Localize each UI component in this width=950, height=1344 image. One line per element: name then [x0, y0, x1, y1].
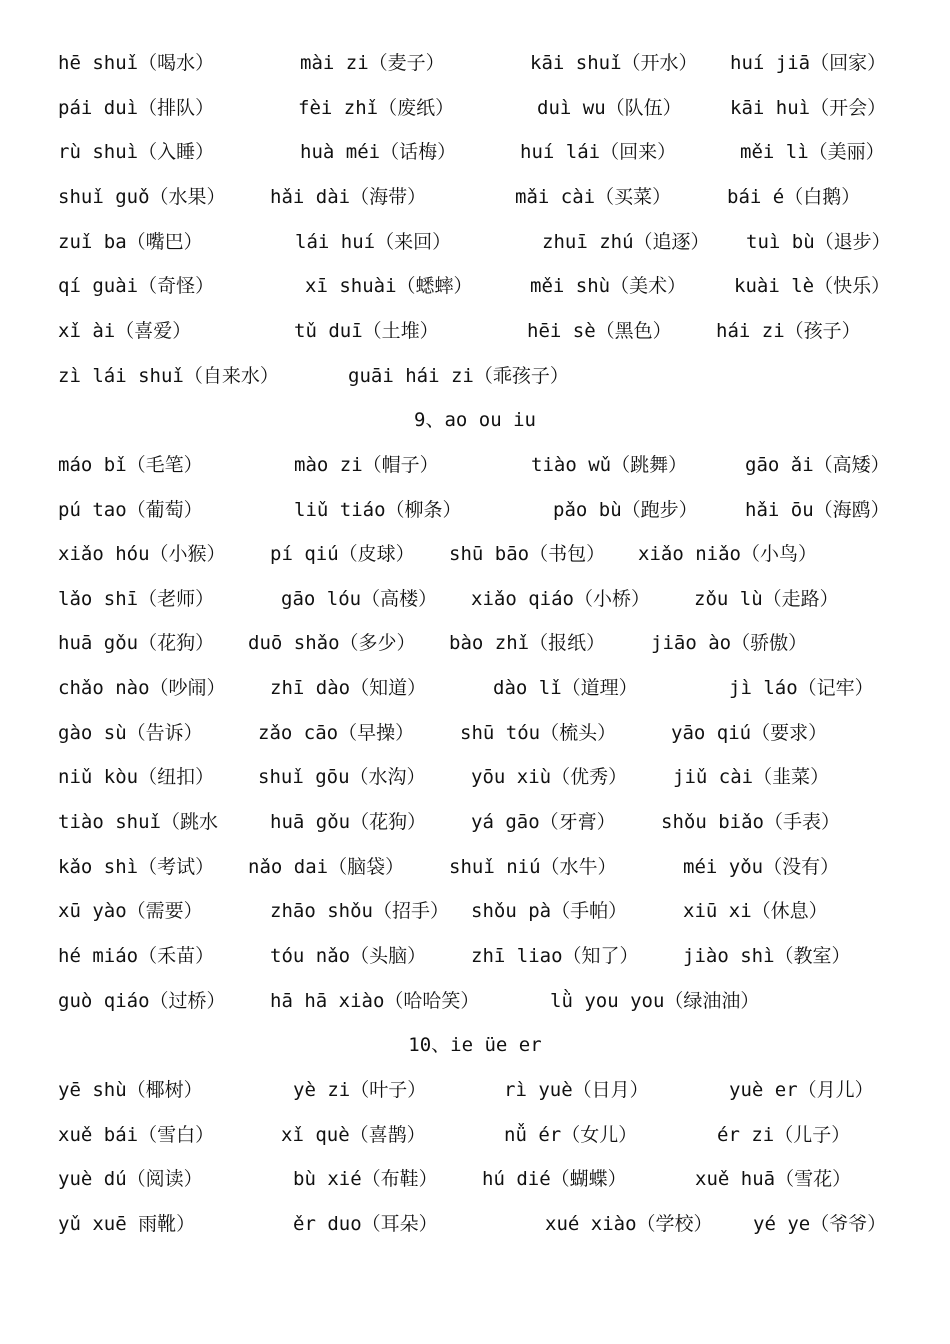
- word-row: [0, 361, 950, 391]
- pinyin-word: chǎo nào（吵闹）: [58, 677, 226, 700]
- pinyin-word: jiǔ cài（韭菜）: [673, 766, 830, 789]
- word-row: [0, 941, 950, 971]
- word-row: [0, 986, 950, 1016]
- pinyin-word: kāi huì（开会）: [730, 96, 887, 119]
- pinyin-word: hái zi（孩子）: [716, 319, 861, 342]
- word-row: [0, 852, 950, 882]
- pinyin-word: lǜ you you（绿油油）: [550, 989, 760, 1012]
- word-row: [0, 450, 950, 480]
- pinyin-word: yè zi（叶子）: [293, 1078, 427, 1101]
- pinyin-word: hā hā xiào（哈哈笑）: [270, 989, 480, 1012]
- pinyin-word: tiào shuǐ（跳水: [58, 811, 218, 834]
- pinyin-word: bù xié（布鞋）: [293, 1168, 438, 1191]
- pinyin-word: xiǎo niǎo（小鸟）: [638, 543, 817, 566]
- word-row: [0, 227, 950, 257]
- pinyin-word: yá gāo（牙膏）: [471, 811, 616, 834]
- pinyin-word: tǔ duī（土堆）: [294, 319, 439, 342]
- word-row: [0, 807, 950, 837]
- word-row: [0, 1120, 950, 1150]
- pinyin-word: rì yuè（日月）: [504, 1078, 649, 1101]
- word-row: [0, 1164, 950, 1194]
- pinyin-word: qí guài（奇怪）: [58, 275, 215, 298]
- pinyin-word: máo bǐ（毛笔）: [58, 453, 203, 476]
- pinyin-word: mài zi（麦子）: [300, 52, 445, 74]
- pinyin-word: tiào wǔ（跳舞）: [531, 453, 688, 476]
- pinyin-word: guāi hái zi（乖孩子）: [348, 364, 569, 387]
- pinyin-word: xuě huā（雪花）: [695, 1168, 852, 1191]
- pinyin-word: fèi zhǐ（废纸）: [298, 96, 455, 119]
- pinyin-word: zǎo cāo（早操）: [258, 721, 415, 744]
- pinyin-word: pí qiú（皮球）: [270, 543, 415, 566]
- pinyin-word: duì wu（队伍）: [537, 96, 682, 119]
- pinyin-word: hú dié（蝴蝶）: [482, 1168, 627, 1191]
- word-row: [0, 1075, 950, 1105]
- pinyin-word: ér zi（儿子）: [717, 1123, 851, 1146]
- pinyin-word: hēi sè（黑色）: [527, 319, 672, 342]
- pinyin-word: huā gǒu（花狗）: [270, 811, 427, 834]
- pinyin-word: dào lǐ（道理）: [493, 677, 638, 700]
- word-row: [0, 584, 950, 614]
- pinyin-word: hǎi ōu（海鸥）: [745, 498, 890, 521]
- pinyin-word: pái duì（排队）: [58, 96, 215, 119]
- word-row: [0, 93, 950, 123]
- pinyin-word: yé ye（爷爷）: [753, 1212, 887, 1235]
- pinyin-word: duō shǎo（多少）: [248, 632, 416, 655]
- pinyin-word: pú tao（葡萄）: [58, 498, 203, 521]
- pinyin-word: gāo lóu（高楼）: [281, 587, 438, 610]
- pinyin-word: mǎi cài（买菜）: [515, 185, 672, 208]
- pinyin-word: bái é（白鹅）: [727, 185, 861, 208]
- word-row: [0, 48, 950, 78]
- pinyin-word: yuè er（月儿）: [729, 1078, 874, 1101]
- pinyin-word: kǎo shì（考试）: [58, 855, 215, 878]
- pinyin-word: zhī liao（知了）: [471, 945, 639, 967]
- word-row: [0, 271, 950, 301]
- pinyin-word: měi shù（美术）: [530, 275, 687, 298]
- pinyin-word: shǒu pà（手帕）: [471, 900, 628, 923]
- pinyin-word: nǚ ér（女儿）: [504, 1123, 638, 1146]
- section-heading: 10、ie üe er: [408, 1034, 542, 1057]
- pinyin-word: shū tóu（梳头）: [460, 721, 617, 744]
- pinyin-word: gāo ǎi（高矮）: [745, 453, 890, 476]
- pinyin-word: xī shuài（蟋蟀）: [305, 275, 473, 298]
- word-row: [0, 762, 950, 792]
- pinyin-word: nǎo dai（脑袋）: [248, 855, 405, 878]
- pinyin-word: bào zhǐ（报纸）: [449, 632, 606, 655]
- pinyin-word: zì lái shuǐ（自来水）: [58, 364, 279, 387]
- pinyin-word: lǎo shī（老师）: [58, 587, 215, 610]
- pinyin-word: zhuī zhú（追逐）: [542, 230, 710, 253]
- pinyin-word: kāi shuǐ（开水）: [530, 52, 698, 74]
- pinyin-word: zǒu lù（走路）: [694, 587, 839, 610]
- pinyin-word: guò qiáo（过桥）: [58, 989, 226, 1012]
- pinyin-word: xǐ ài（喜爱）: [58, 319, 192, 342]
- pinyin-word: huā gǒu（花狗）: [58, 632, 215, 655]
- pinyin-word: yāo qiú（要求）: [671, 721, 828, 744]
- pinyin-word: zhāo shǒu（招手）: [270, 900, 449, 923]
- pinyin-word: xué xiào（学校）: [545, 1212, 713, 1235]
- pinyin-word: yuè dú（阅读）: [58, 1168, 203, 1191]
- word-row: [0, 539, 950, 569]
- word-row: [0, 1209, 950, 1239]
- pinyin-word: xū yào（需要）: [58, 900, 203, 923]
- pinyin-word: méi yǒu（没有）: [683, 855, 840, 878]
- section-heading: 9、ao ou iu: [414, 409, 536, 432]
- word-row: [0, 628, 950, 658]
- word-row: [0, 673, 950, 703]
- pinyin-word: xiǎo qiáo（小桥）: [471, 587, 650, 610]
- pinyin-word: lái huí（来回）: [295, 230, 452, 253]
- pinyin-word: hé miáo（禾苗）: [58, 945, 215, 967]
- pinyin-word: huà méi（话梅）: [300, 141, 457, 164]
- pinyin-word: shǒu biǎo（手表）: [661, 811, 840, 834]
- pinyin-word: xiū xi（休息）: [683, 900, 828, 923]
- pinyin-word: hǎi dài（海带）: [270, 185, 427, 208]
- pinyin-word: xuě bái（雪白）: [58, 1123, 215, 1146]
- pinyin-word: jiào shì（教室）: [683, 945, 851, 967]
- word-row: [0, 316, 950, 346]
- pinyin-word: gào sù（告诉）: [58, 721, 203, 744]
- pinyin-word: yǔ xuē 雨靴）: [58, 1212, 196, 1235]
- pinyin-word: shuǐ gōu（水沟）: [258, 766, 426, 789]
- pinyin-word: zuǐ ba（嘴巴）: [58, 230, 203, 253]
- pinyin-word: zhī dào（知道）: [270, 677, 427, 700]
- pinyin-word: liǔ tiáo（柳条）: [294, 498, 462, 521]
- word-row: [0, 495, 950, 525]
- pinyin-word: rù shuì（入睡）: [58, 141, 215, 164]
- pinyin-word: shuǐ niú（水牛）: [449, 855, 617, 878]
- pinyin-word: huí lái（回来）: [520, 141, 677, 164]
- pinyin-word: shuǐ guǒ（水果）: [58, 185, 226, 208]
- pinyin-word: jì láo（记牢）: [729, 677, 874, 700]
- pinyin-word: huí jiā（回家）: [730, 52, 887, 74]
- pinyin-word: niǔ kòu（纽扣）: [58, 766, 215, 789]
- word-row: [0, 718, 950, 748]
- pinyin-word: jiāo ào（骄傲）: [651, 632, 808, 655]
- word-row: [0, 137, 950, 167]
- pinyin-word: xǐ què（喜鹊）: [281, 1123, 426, 1146]
- pinyin-word: yōu xiù（优秀）: [471, 766, 628, 789]
- pinyin-word: tuì bù（退步）: [746, 230, 891, 253]
- pinyin-word: kuài lè（快乐）: [734, 275, 891, 298]
- pinyin-word: shū bāo（书包）: [449, 543, 606, 566]
- pinyin-word: yē shù（椰树）: [58, 1078, 203, 1101]
- pinyin-word: pǎo bù（跑步）: [553, 498, 698, 521]
- pinyin-word: tóu nǎo（头脑）: [270, 945, 427, 967]
- pinyin-word: xiǎo hóu（小猴）: [58, 543, 226, 566]
- pinyin-word: měi lì（美丽）: [740, 141, 885, 164]
- pinyin-word: mào zi（帽子）: [294, 453, 439, 476]
- pinyin-word: ěr duo（耳朵）: [293, 1212, 438, 1235]
- word-row: [0, 182, 950, 212]
- pinyin-word: hē shuǐ（喝水）: [58, 52, 215, 74]
- word-row: [0, 896, 950, 926]
